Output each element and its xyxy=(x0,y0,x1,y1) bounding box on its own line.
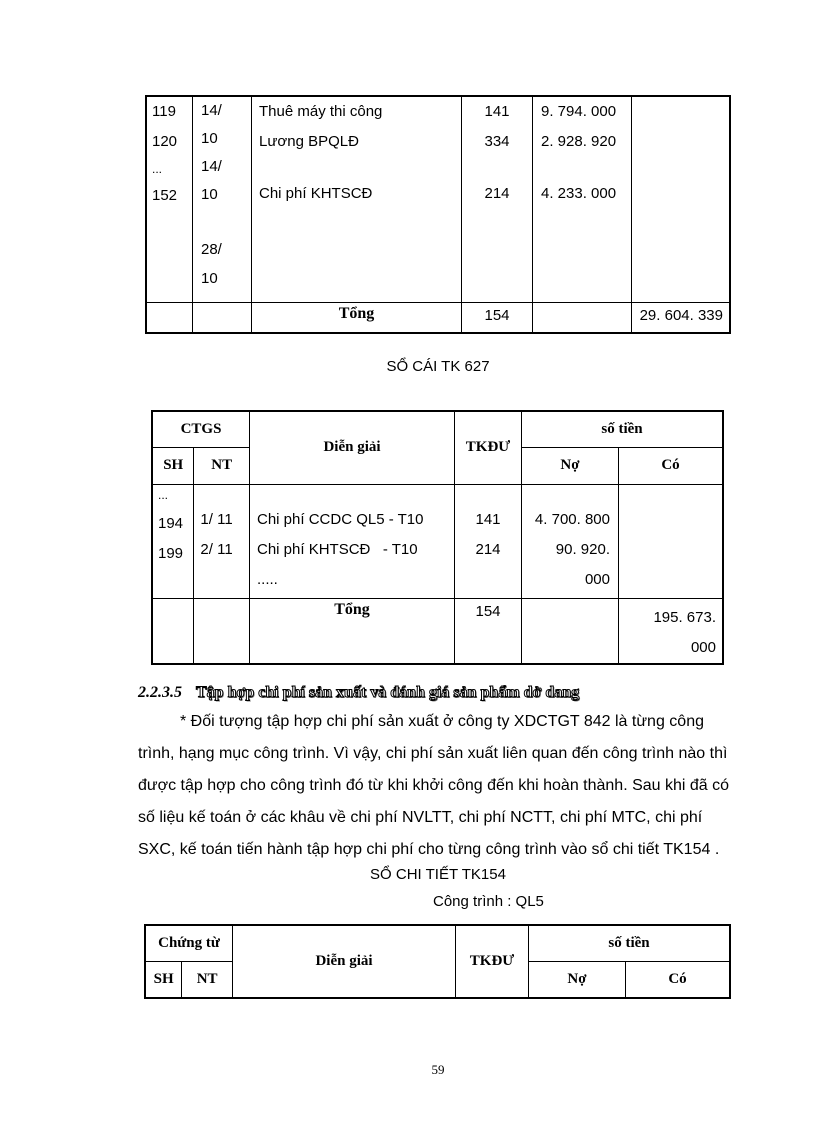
sh-header: SH xyxy=(152,447,194,484)
desc-value xyxy=(259,157,461,179)
sh-value: ... xyxy=(152,162,163,176)
desc-value: Lương BPQLĐ xyxy=(259,133,359,150)
no-value: 2. 928. 920 xyxy=(541,133,617,150)
no-column xyxy=(522,484,619,598)
paragraph-line: * Đối tượng tập hợp chi phí sản xuất ở công ty XDCTGT 842 là từng công xyxy=(180,713,704,730)
ledger-title-154: SỔ CHI TIẾT TK154 xyxy=(370,866,506,883)
sotien-header: số tiền xyxy=(522,411,724,447)
chungtu-header: Chứng từ xyxy=(145,925,233,961)
sh-column xyxy=(146,96,193,302)
no-value: 90. 920. xyxy=(555,540,610,558)
sh-value: 119 xyxy=(152,103,176,120)
desc-column xyxy=(252,96,462,302)
section-heading xyxy=(138,684,579,702)
no-value xyxy=(522,485,610,505)
tkdu-header: TKĐƯ xyxy=(456,925,529,998)
sh-value: 120 xyxy=(152,133,178,150)
ledger-table-154 xyxy=(144,924,731,999)
paragraph-line: số liệu kế toán ở các khâu về chi phí NVLTT, chi phí NCTT, chi phí MTC, chi phí xyxy=(138,809,703,826)
desc-value xyxy=(257,485,454,505)
tkdu-value: 141 xyxy=(475,510,501,528)
co-column xyxy=(619,484,724,598)
paragraph-line: SXC, kế toán tiến hành tập hợp chi phí cho từng công trình vào sổ chi tiết TK154 . xyxy=(138,841,720,858)
nt-column xyxy=(194,484,250,598)
tkdu-column xyxy=(462,96,533,302)
tkdu-value xyxy=(462,157,532,179)
sh-value: 152 xyxy=(152,187,178,204)
co-header: Có xyxy=(619,447,724,484)
total-tkdu: 154 xyxy=(455,598,522,664)
total-label: Tổng xyxy=(250,598,455,664)
total-co xyxy=(619,598,724,664)
nt-header: NT xyxy=(194,447,250,484)
no-value: 4. 700. 800 xyxy=(534,510,610,528)
desc-header: Diễn giải xyxy=(250,411,455,484)
section-number: 2.2.3.5 xyxy=(138,684,182,701)
desc-header: Diễn giải xyxy=(233,925,456,998)
tkdu-header: TKĐƯ xyxy=(455,411,522,484)
sh-value: ... xyxy=(158,487,169,502)
nt-value: 10 xyxy=(201,130,218,147)
ledger-table-continued xyxy=(145,95,731,334)
nt-value: 1/ 11 xyxy=(200,510,233,528)
co-header: Có xyxy=(626,961,731,998)
tkdu-value: 141 xyxy=(484,103,510,120)
desc-value: Chi phí CCDC QL5 - T10 xyxy=(257,510,424,528)
total-co: 29. 604. 339 xyxy=(632,302,731,333)
no-header: Nợ xyxy=(522,447,619,484)
total-label: Tổng xyxy=(252,302,462,333)
sotien-header: số tiền xyxy=(529,925,731,961)
desc-column xyxy=(250,484,455,598)
nt-value: 14/ xyxy=(201,158,222,175)
no-column xyxy=(533,96,632,302)
sh-column xyxy=(152,484,194,598)
nt-value: 14/ xyxy=(201,102,222,119)
no-value xyxy=(541,157,631,179)
no-value: 4. 233. 000 xyxy=(541,185,617,202)
total-tkdu: 154 xyxy=(462,302,533,333)
nt-header: NT xyxy=(182,961,233,998)
page-number: 59 xyxy=(431,1062,445,1077)
tkdu-value xyxy=(455,485,521,505)
total-co-line: 000 xyxy=(690,638,716,656)
nt-value xyxy=(200,485,249,505)
tkdu-value: 214 xyxy=(475,540,501,558)
nt-value: 10 xyxy=(201,186,218,203)
sh-value: 194 xyxy=(158,514,184,532)
nt-value: 2/ 11 xyxy=(200,540,233,558)
paragraph-line: trình, hạng mục công trình. Vì vậy, chi phí sản xuất liên quan đến công trình nào thì xyxy=(138,745,728,762)
no-value: 000 xyxy=(584,570,610,588)
desc-value: Chi phí KHTSCĐ xyxy=(259,185,373,202)
sh-value: 199 xyxy=(158,544,184,562)
nt-value xyxy=(201,209,251,235)
no-header: Nợ xyxy=(529,961,626,998)
section-title: Tập hợp chi phí sản xuất và đánh giá sản phẩm dở dang xyxy=(196,684,580,701)
tkdu-value: 334 xyxy=(484,133,510,150)
desc-value: Chi phí KHTSCĐ - T10 xyxy=(257,540,418,558)
co-column xyxy=(632,96,731,302)
desc-value: Thuê máy thi công xyxy=(259,103,383,120)
nt-value: 10 xyxy=(201,270,218,287)
tkdu-value: 214 xyxy=(484,185,510,202)
ledger-subtitle-154: Công trình : QL5 xyxy=(433,893,544,910)
nt-value: 28/ xyxy=(201,241,222,258)
nt-column xyxy=(193,96,252,302)
paragraph-line: được tập hợp cho công trình đó từ khi khởi công đến khi hoàn thành. Sau khi đã có xyxy=(138,777,730,794)
total-co-line: 195. 673. xyxy=(653,608,716,626)
ctgs-header: CTGS xyxy=(152,411,250,447)
sh-header: SH xyxy=(145,961,182,998)
no-value: 9. 794. 000 xyxy=(541,103,617,120)
desc-value: ..... xyxy=(257,570,278,588)
ledger-title-627: SỔ CÁI TK 627 xyxy=(386,358,490,375)
section-paragraph xyxy=(138,706,730,866)
tkdu-column xyxy=(455,484,522,598)
ledger-table-627 xyxy=(151,410,724,665)
